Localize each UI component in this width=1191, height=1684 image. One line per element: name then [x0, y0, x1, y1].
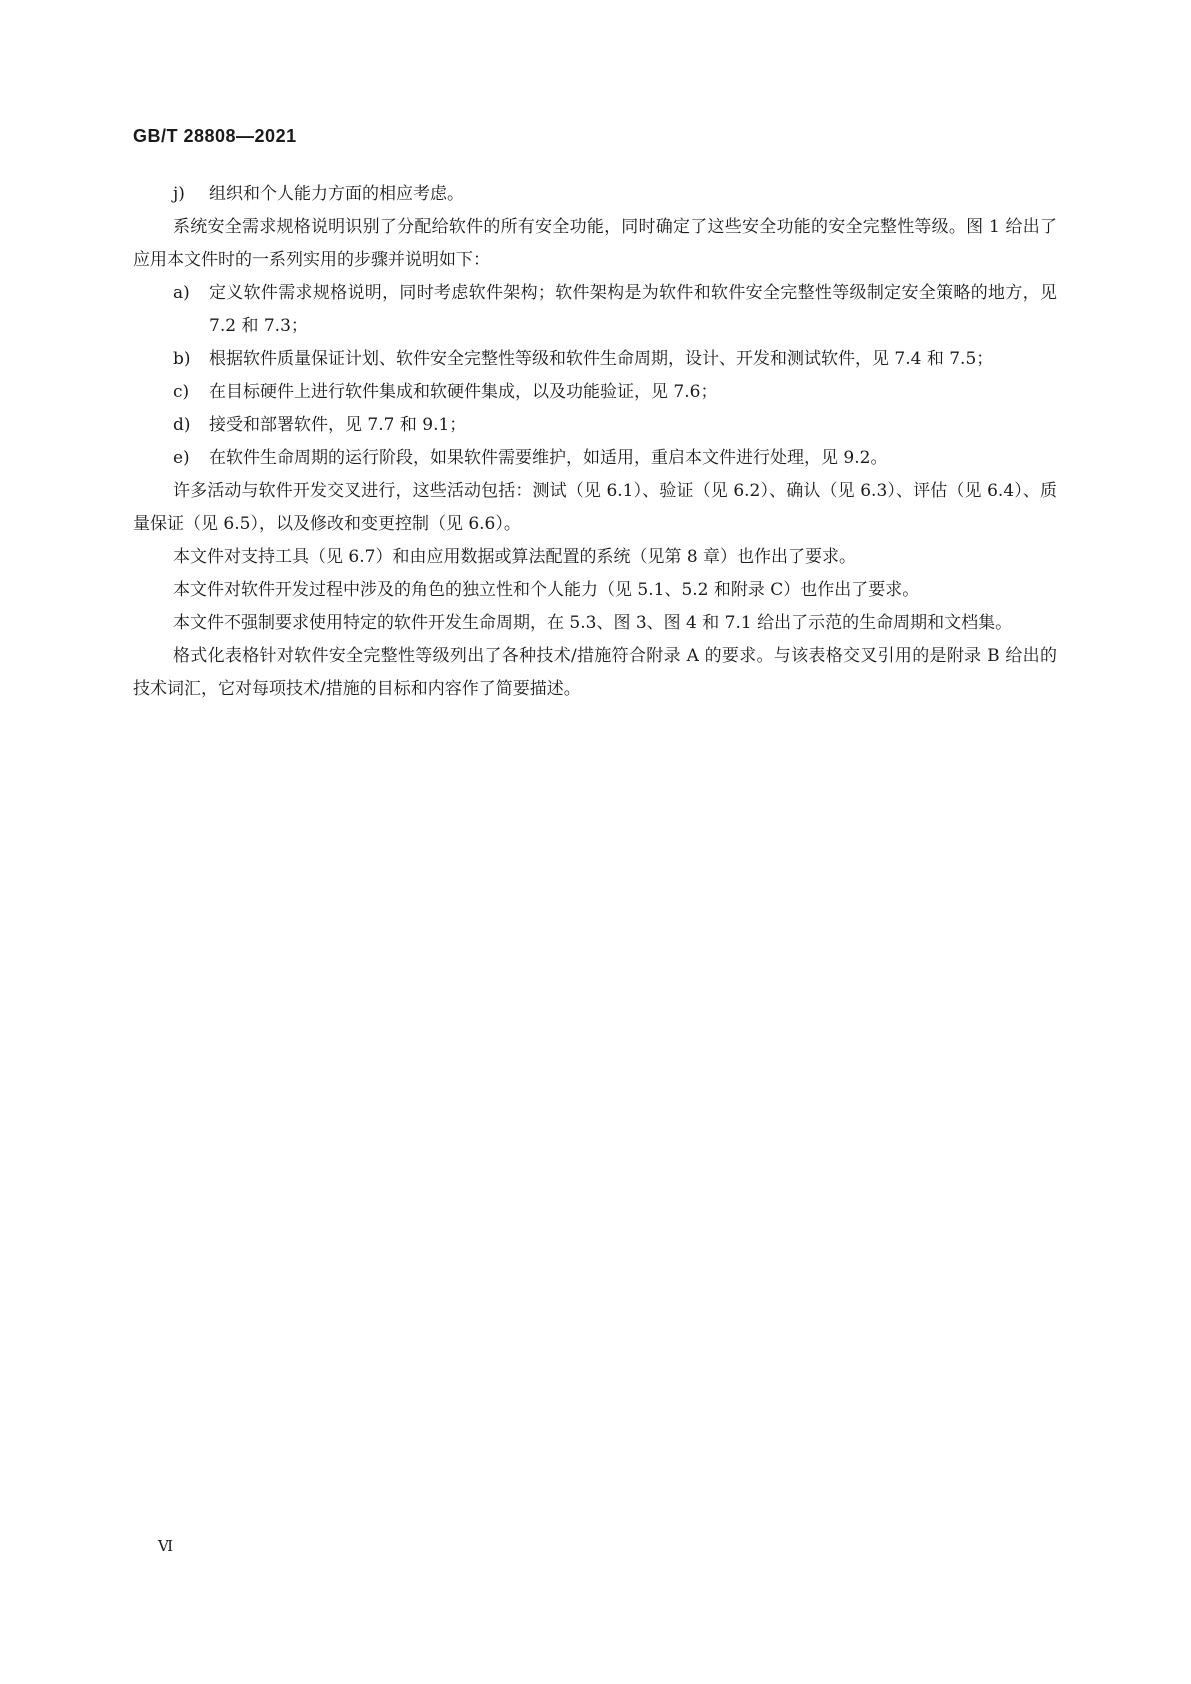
paragraph-tables: 格式化表格针对软件安全完整性等级列出了各种技术/措施符合附录 A 的要求。与该表格交叉引用的是附录 B 给出的技术词汇，它对每项技术/措施的目标和内容作了简要描述。 [133, 646, 1057, 699]
list-item-text: 在目标硬件上进行软件集成和软硬件集成，以及功能验证，见 7.6； [209, 382, 718, 402]
standard-number-header: GB/T 28808—2021 [133, 126, 297, 146]
list-marker: j) [173, 184, 185, 204]
step-item-b [133, 343, 1057, 376]
step-item-c [133, 376, 1057, 409]
list-marker: d) [173, 415, 191, 435]
paragraph-activities: 许多活动与软件开发交叉进行，这些活动包括：测试（见 6.1）、验证（见 6.2）、确认（见 6.3）、评估（见 6.4）、质量保证（见 6.5），以及修改和变更控制（见 6.6）。 [133, 481, 1057, 534]
list-marker: e) [173, 448, 190, 468]
document-body [133, 178, 1057, 706]
list-marker: b) [173, 349, 191, 369]
paragraph-independence: 本文件对软件开发过程中涉及的角色的独立性和个人能力（见 5.1、5.2 和附录 C）也作出了要求。 [173, 580, 920, 600]
paragraph-lifecycle: 本文件不强制要求使用特定的软件开发生命周期，在 5.3、图 3、图 4 和 7.1 给出了示范的生命周期和文档集。 [173, 613, 1013, 633]
list-item-text: 组织和个人能力方面的相应考虑。 [209, 184, 464, 204]
list-marker: c) [173, 382, 190, 402]
step-item-e [133, 442, 1057, 475]
list-item-j [133, 178, 1057, 211]
list-item-text: 接受和部署软件，见 7.7 和 9.1； [209, 415, 467, 435]
paragraph-support-tools: 本文件对支持工具（见 6.7）和由应用数据或算法配置的系统（见第 8 章）也作出了要求。 [173, 547, 857, 567]
page-number: Ⅵ [158, 1537, 174, 1555]
list-item-text: 定义软件需求规格说明，同时考虑软件架构；软件架构是为软件和软件安全完整性等级制定安全策略的地方，见 7.2 和 7.3； [209, 283, 1057, 336]
list-item-text: 根据软件质量保证计划、软件安全完整性等级和软件生命周期，设计、开发和测试软件，见 7.4 和 7.5； [209, 349, 994, 369]
step-item-a [133, 277, 1057, 343]
list-marker: a) [173, 283, 190, 303]
list-item-text: 在软件生命周期的运行阶段，如果软件需要维护，如适用，重启本文件进行处理，见 9.2。 [209, 448, 888, 468]
paragraph-requirements: 系统安全需求规格说明识别了分配给软件的所有安全功能，同时确定了这些安全功能的安全完整性等级。图 1 给出了应用本文件时的一系列实用的步骤并说明如下： [133, 217, 1057, 270]
step-item-d [133, 409, 1057, 442]
